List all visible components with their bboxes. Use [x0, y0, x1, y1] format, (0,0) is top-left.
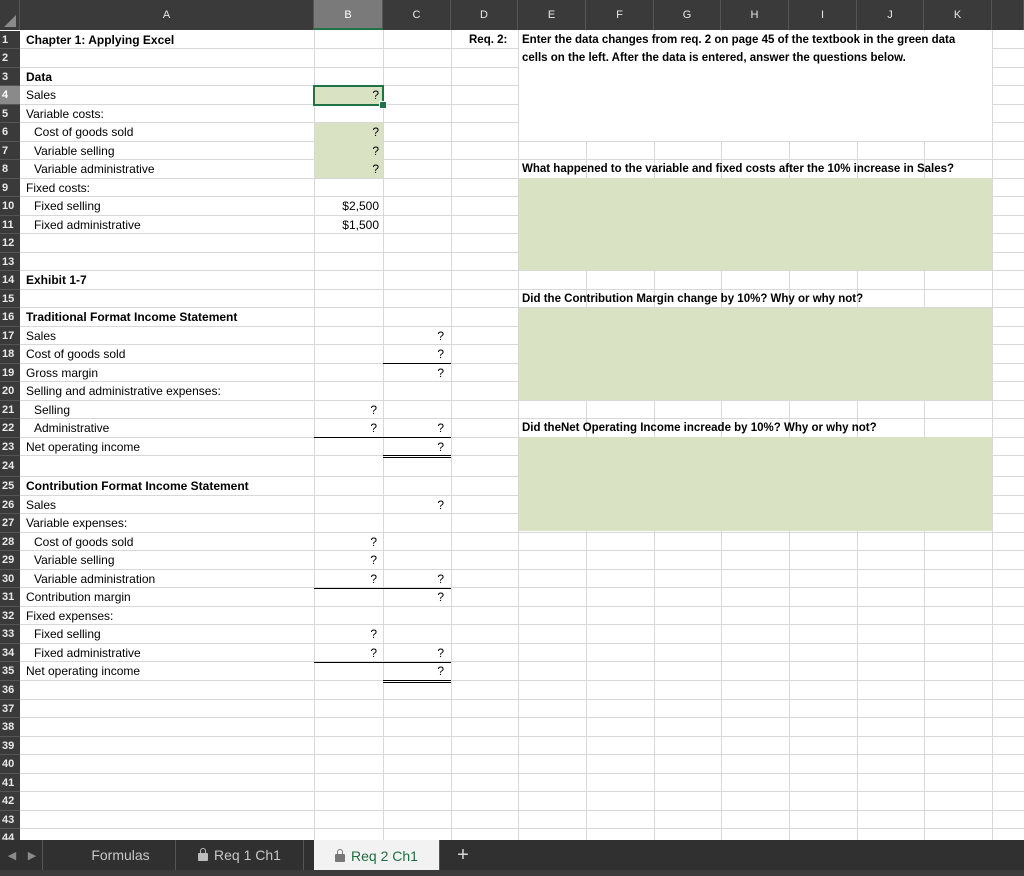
trad-admin-label: Administrative: [34, 421, 110, 435]
cont-fixed-admin-label: Fixed administrative: [34, 646, 141, 660]
underline-trad-cogs: [383, 363, 451, 364]
row-header-25[interactable]: 25: [0, 477, 20, 496]
trad-gross-margin-value[interactable]: ?: [437, 366, 444, 380]
row-header-4[interactable]: 4: [0, 86, 20, 105]
answer-area-1[interactable]: [519, 178, 992, 270]
row-header-41[interactable]: 41: [0, 774, 20, 792]
row-header-13[interactable]: 13: [0, 253, 20, 271]
cont-fixed-admin-total-value[interactable]: ?: [437, 646, 444, 660]
column-header-d[interactable]: D: [451, 0, 518, 30]
column-header-e[interactable]: E: [518, 0, 586, 30]
row-gridline: [20, 773, 1024, 774]
row-header-27[interactable]: 27: [0, 514, 20, 533]
prev-sheet-icon[interactable]: ◀: [7, 849, 17, 862]
row-header-22[interactable]: 22: [0, 419, 20, 438]
row-header-28[interactable]: 28: [0, 533, 20, 551]
row-gridline: [20, 661, 1024, 662]
cont-cogs-value[interactable]: ?: [370, 535, 377, 549]
column-header-i[interactable]: I: [789, 0, 857, 30]
row-header-43[interactable]: 43: [0, 811, 20, 829]
cont-cm-value[interactable]: ?: [437, 590, 444, 604]
row-header-17[interactable]: 17: [0, 327, 20, 345]
select-all-corner[interactable]: [0, 0, 20, 30]
question-3: Did theNet Operating Income increade by 10%? Why or why not?: [522, 422, 877, 434]
fill-handle[interactable]: [379, 101, 387, 109]
lock-icon: [335, 854, 345, 862]
row-header-9[interactable]: 9: [0, 179, 20, 197]
cont-noi-label: Net operating income: [26, 664, 141, 678]
question-1: What happened to the variable and fixed costs after the 10% increase in Sales?: [522, 163, 955, 175]
answer-area-2[interactable]: [519, 308, 992, 400]
cont-fixed-selling-label: Fixed selling: [34, 627, 101, 641]
sales-label: Sales: [26, 88, 57, 102]
trad-sales-value[interactable]: ?: [437, 329, 444, 343]
variable-costs-label: Variable costs:: [26, 107, 104, 121]
row-gridline: [20, 270, 1024, 271]
underline-cont-var-admin-b: [314, 588, 383, 589]
row-header-20[interactable]: 20: [0, 382, 20, 401]
tab-req2-ch1[interactable]: [314, 840, 440, 872]
row-header-11[interactable]: 11: [0, 216, 20, 234]
double-underline-trad-noi: [383, 455, 451, 458]
column-header-j[interactable]: J: [857, 0, 924, 30]
lock-icon: [198, 853, 208, 861]
cont-cm-label: Contribution margin: [26, 590, 131, 604]
row-header-39[interactable]: 39: [0, 737, 20, 755]
trad-cogs-value[interactable]: ?: [437, 347, 444, 361]
row-header-14[interactable]: 14: [0, 271, 20, 290]
req-instructions-line-1: Enter the data changes from req. 2 on page 45 of the textbook in the green data: [522, 34, 956, 46]
row-header-5[interactable]: 5: [0, 105, 20, 123]
column-header-k[interactable]: K: [924, 0, 992, 30]
fixed-admin-label: Fixed administrative: [34, 218, 141, 232]
question-2: Did the Contribution Margin change by 10%? Why or why not?: [522, 293, 864, 305]
cont-noi-value[interactable]: ?: [437, 664, 444, 678]
underline-cont-fixed-admin-c: [383, 662, 451, 663]
row-header-30[interactable]: 30: [0, 570, 20, 588]
fixed-selling-label: Fixed selling: [34, 199, 101, 213]
trad-cogs-label: Cost of goods sold: [26, 347, 126, 361]
cont-fixed-admin-value[interactable]: ?: [370, 646, 377, 660]
trad-admin-value[interactable]: ?: [370, 421, 377, 435]
row-header-8[interactable]: 8: [0, 160, 20, 179]
trad-selling-value[interactable]: ?: [370, 403, 377, 417]
column-gridline: [992, 30, 993, 840]
row-gridline: [20, 624, 1024, 625]
double-underline-cont-noi: [383, 680, 451, 683]
row-header-31[interactable]: 31: [0, 588, 20, 607]
cont-cogs-label: Cost of goods sold: [34, 535, 134, 549]
row-header-23[interactable]: 23: [0, 438, 20, 456]
trad-selling-label: Selling: [34, 403, 71, 417]
fixed-selling-value[interactable]: $2,500: [342, 199, 379, 213]
row-header-15[interactable]: 15: [0, 290, 20, 308]
sheet-tab-bar: [0, 840, 1024, 876]
cogs-label: Cost of goods sold: [34, 125, 134, 139]
row-header-10[interactable]: 10: [0, 197, 20, 216]
row-gridline: [20, 754, 1024, 755]
tab-req1-label: Req 1 Ch1: [214, 847, 281, 863]
row-header-1[interactable]: 1: [0, 31, 20, 49]
row-header-3[interactable]: 3: [0, 68, 20, 86]
underline-trad-admin-b: [314, 437, 383, 438]
row-gridline: [20, 828, 1024, 829]
sales-value[interactable]: ?: [372, 88, 379, 102]
row-header-12[interactable]: 12: [0, 234, 20, 253]
cont-var-admin-value[interactable]: ?: [370, 572, 377, 586]
data-header: Data: [26, 70, 53, 84]
underline-trad-admin-c: [383, 437, 451, 438]
contribution-header: Contribution Format Income Statement: [26, 479, 249, 493]
cont-var-admin-label: Variable administration: [34, 572, 156, 586]
row-gridline: [20, 717, 1024, 718]
tab-req2-label: Req 2 Ch1: [351, 848, 418, 864]
trad-sga-label: Selling and administrative expenses:: [26, 384, 221, 398]
cogs-value[interactable]: ?: [372, 125, 379, 139]
trad-gross-margin-label: Gross margin: [26, 366, 99, 380]
row-header-2[interactable]: 2: [0, 49, 20, 68]
row-header-36[interactable]: 36: [0, 681, 20, 700]
fixed-costs-label: Fixed costs:: [26, 181, 91, 195]
row-header-35[interactable]: 35: [0, 662, 20, 681]
column-header-h[interactable]: H: [721, 0, 789, 30]
req-instructions-line-2: cells on the left. After the data is entered, answer the questions below.: [522, 52, 906, 64]
row-gridline: [20, 400, 1024, 401]
row-gridline: [20, 141, 1024, 142]
column-header-b[interactable]: B: [314, 0, 383, 30]
cont-var-selling-label: Variable selling: [34, 553, 115, 567]
sheet-title: Chapter 1: Applying Excel: [26, 33, 175, 47]
row-gridline: [20, 736, 1024, 737]
row-header-44[interactable]: 44: [0, 829, 20, 840]
trad-admin-total-value[interactable]: ?: [437, 421, 444, 435]
row-header-32[interactable]: 32: [0, 607, 20, 625]
row-header-33[interactable]: 33: [0, 625, 20, 644]
underline-cont-fixed-admin-b: [314, 662, 383, 663]
column-header-f[interactable]: F: [586, 0, 654, 30]
row-header-19[interactable]: 19: [0, 364, 20, 382]
row-header-34[interactable]: 34: [0, 644, 20, 662]
row-gridline: [20, 587, 1024, 588]
row-header-6[interactable]: 6: [0, 123, 20, 142]
row-gridline: [20, 643, 1024, 644]
row-header-7[interactable]: 7: [0, 142, 20, 160]
exhibit-label: Exhibit 1-7: [26, 273, 87, 287]
cont-fixed-exp-label: Fixed expenses:: [26, 609, 114, 623]
req-label: Req. 2:: [469, 34, 508, 46]
column-header-a[interactable]: A: [20, 0, 314, 30]
row-gridline: [20, 680, 1024, 681]
cont-sales-label: Sales: [26, 498, 57, 512]
variable-selling-label: Variable selling: [34, 144, 115, 158]
row-header-24[interactable]: 24: [0, 456, 20, 477]
tab-req1-ch1[interactable]: [176, 840, 304, 870]
row-header-21[interactable]: 21: [0, 401, 20, 419]
select-all-triangle-icon: [4, 15, 16, 27]
column-gridline: [451, 30, 452, 840]
variable-admin-label: Variable administrative: [34, 162, 155, 176]
fixed-admin-value[interactable]: $1,500: [342, 218, 379, 232]
column-header-l[interactable]: [992, 0, 1024, 30]
row-gridline: [20, 532, 1024, 533]
row-header-18[interactable]: 18: [0, 345, 20, 364]
column-gridline: [518, 30, 519, 840]
row-gridline: [20, 569, 1024, 570]
trad-sales-label: Sales: [26, 329, 57, 343]
row-gridline: [20, 810, 1024, 811]
cont-var-admin-total-value[interactable]: ?: [437, 572, 444, 586]
row-header-37[interactable]: 37: [0, 700, 20, 718]
underline-cont-var-admin-c: [383, 588, 451, 589]
variable-admin-value[interactable]: ?: [372, 162, 379, 176]
column-header-g[interactable]: G: [654, 0, 721, 30]
row-gridline: [20, 550, 1024, 551]
trad-noi-label: Net operating income: [26, 440, 141, 454]
variable-selling-value[interactable]: ?: [372, 144, 379, 158]
tab-bar-bottom: [0, 870, 1024, 876]
next-sheet-icon[interactable]: ▶: [22, 840, 43, 870]
answer-area-3[interactable]: [519, 437, 992, 531]
row-gridline: [20, 791, 1024, 792]
row-header-26[interactable]: 26: [0, 496, 20, 514]
cont-fixed-selling-value[interactable]: ?: [370, 627, 377, 641]
tab-formulas-label: Formulas: [91, 847, 150, 863]
row-header-38[interactable]: 38: [0, 718, 20, 737]
trad-noi-value[interactable]: ?: [437, 440, 444, 454]
row-gridline: [20, 606, 1024, 607]
row-header-16[interactable]: 16: [0, 308, 20, 327]
cont-var-exp-label: Variable expenses:: [26, 516, 128, 530]
row-header-42[interactable]: 42: [0, 792, 20, 811]
cont-var-selling-value[interactable]: ?: [370, 553, 377, 567]
tab-formulas[interactable]: [66, 840, 176, 870]
active-cell-selection[interactable]: [313, 85, 384, 106]
row-header-40[interactable]: 40: [0, 755, 20, 774]
column-gridline: [924, 30, 925, 840]
add-sheet-button[interactable]: +: [457, 843, 469, 866]
column-header-c[interactable]: C: [383, 0, 451, 30]
traditional-header: Traditional Format Income Statement: [26, 310, 238, 324]
cont-sales-value[interactable]: ?: [437, 498, 444, 512]
row-header-29[interactable]: 29: [0, 551, 20, 570]
row-gridline: [20, 699, 1024, 700]
